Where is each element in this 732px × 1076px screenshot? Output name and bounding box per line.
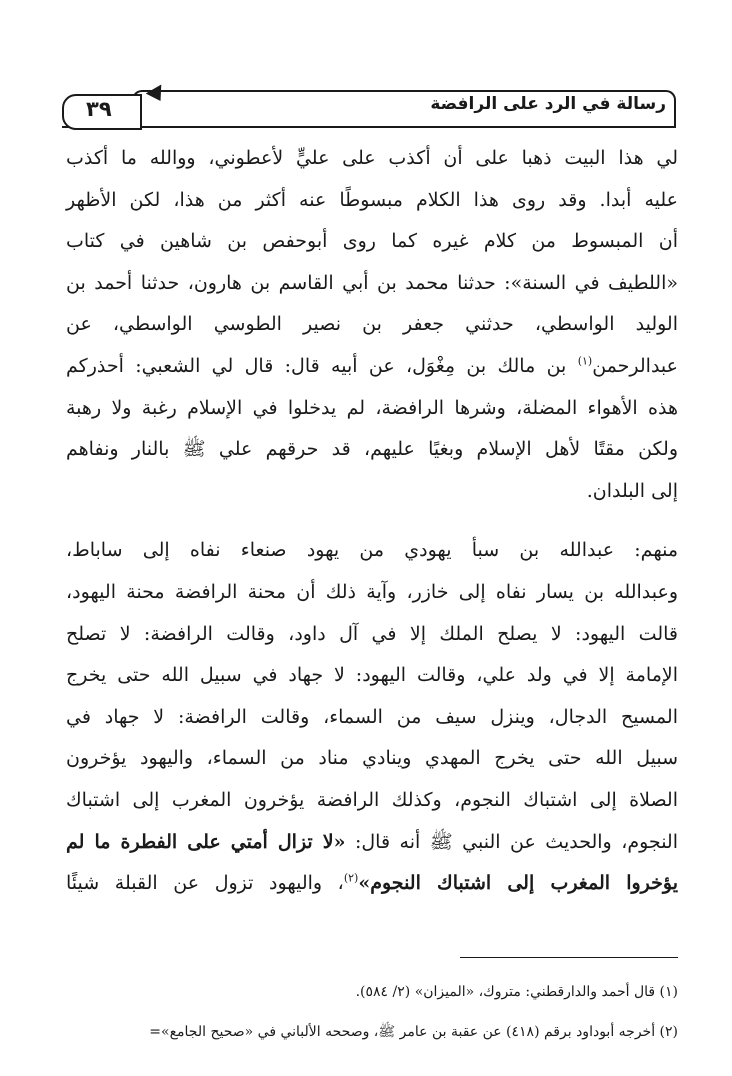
running-title: رسالة في الرد على الرافضة: [430, 94, 666, 114]
text-line: لي هذا البيت ذهبا على أن أكذب على عليٍّ لأعطوني، ووالله ما أكذب: [66, 147, 678, 169]
text-line: منهم: عبدالله بن سبأ يهودي من يهود صنعاء نفاه إلى ساباط،: [66, 539, 678, 562]
text-segment: عبدالرحمن: [592, 354, 678, 377]
text-segment: ، واليهود تزول عن القبلة شيئًا: [66, 872, 344, 895]
footnote-ref-1[interactable]: (١): [577, 354, 593, 368]
header-rule: [62, 126, 676, 128]
text-line: الإمامة إلا في ولد علي، وقالت اليهود: لا جهاد في سبيل الله حتى يخرج: [66, 664, 678, 687]
page-number-box: [62, 94, 142, 130]
text-line: «اللطيف في السنة»: حدثنا محمد بن أبي القاسم بن هارون، حدثنا أحمد بن: [66, 271, 678, 294]
text-line: سبيل الله حتى يخرج المهدي وينادي مناد من السماء، واليهود يؤخرون: [66, 747, 678, 770]
text-line: [66, 822, 678, 864]
text-line: أن المبسوط من كلام غيره كما روى أبوحفص بن شاهين في كتاب: [66, 230, 678, 253]
text-line: [66, 863, 678, 905]
text-line: الوليد الواسطي، حدثني جعفر بن نصير الطوسي الواسطي، عن: [66, 313, 678, 336]
text-line: [66, 346, 678, 388]
footnote-separator: [460, 957, 678, 958]
text-line: المسيح الدجال، وينزل سيف من السماء، وقالت الرافضة: لا جهاد في: [66, 705, 678, 728]
page-header: [62, 88, 676, 130]
hadith-quote: يؤخروا المغرب إلى اشتباك النجوم»: [358, 872, 679, 895]
main-text: [66, 138, 678, 905]
text-line: هذه الأهواء المضلة، وشرها الرافضة، لم يدخلوا في الإسلام رغبة ولا رهبة: [66, 396, 678, 419]
footnote-2: (٢) أخرجه أبوداود برقم (٤١٨) عن عقبة بن عامر ﷺ، وصححه الألباني في «صحيح الجامع»=: [149, 1024, 678, 1040]
footnote-ref-2[interactable]: (٢): [343, 871, 359, 885]
text-line: الصلاة إلى اشتباك النجوم، وكذلك الرافضة يؤخرون المغرب إلى اشتباك: [66, 788, 678, 811]
hadith-quote: «لا تزال أمتي على الفطرة ما لم: [66, 830, 346, 853]
text-line: قالت اليهود: لا يصلح الملك إلا في آل داود، وقالت الرافضة: لا تصلح: [66, 622, 678, 645]
text-segment: بن مالك بن مِغْوَل، عن أبيه قال: قال لي الشعبي: أحذركم: [66, 354, 578, 377]
text-line: وعبدالله بن يسار نفاه إلى خازر، وآية ذلك أن محنة الرافضة محنة اليهود،: [66, 580, 678, 603]
footnotes: [14, 972, 678, 1052]
text-line: عليه أبدا. وقد روى هذا الكلام مبسوطًا عنه أكثر من هذا، لكن الأظهر: [66, 188, 678, 211]
paragraph-gap: [66, 512, 678, 530]
text-line: ولكن مقتًا لأهل الإسلام وبغيًا عليهم، قد حرقهم علي ﷺ بالنار ونفاهم: [66, 438, 678, 461]
text-line: إلى البلدان.: [586, 479, 678, 502]
footnote-1: (١) قال أحمد والدارقطني: متروك، «الميزان» (٢/ ٥٨٤).: [355, 984, 678, 1000]
text-segment: النجوم، والحديث عن النبي ﷺ أنه قال:: [345, 830, 678, 853]
page-number: ٣٩: [86, 97, 112, 121]
